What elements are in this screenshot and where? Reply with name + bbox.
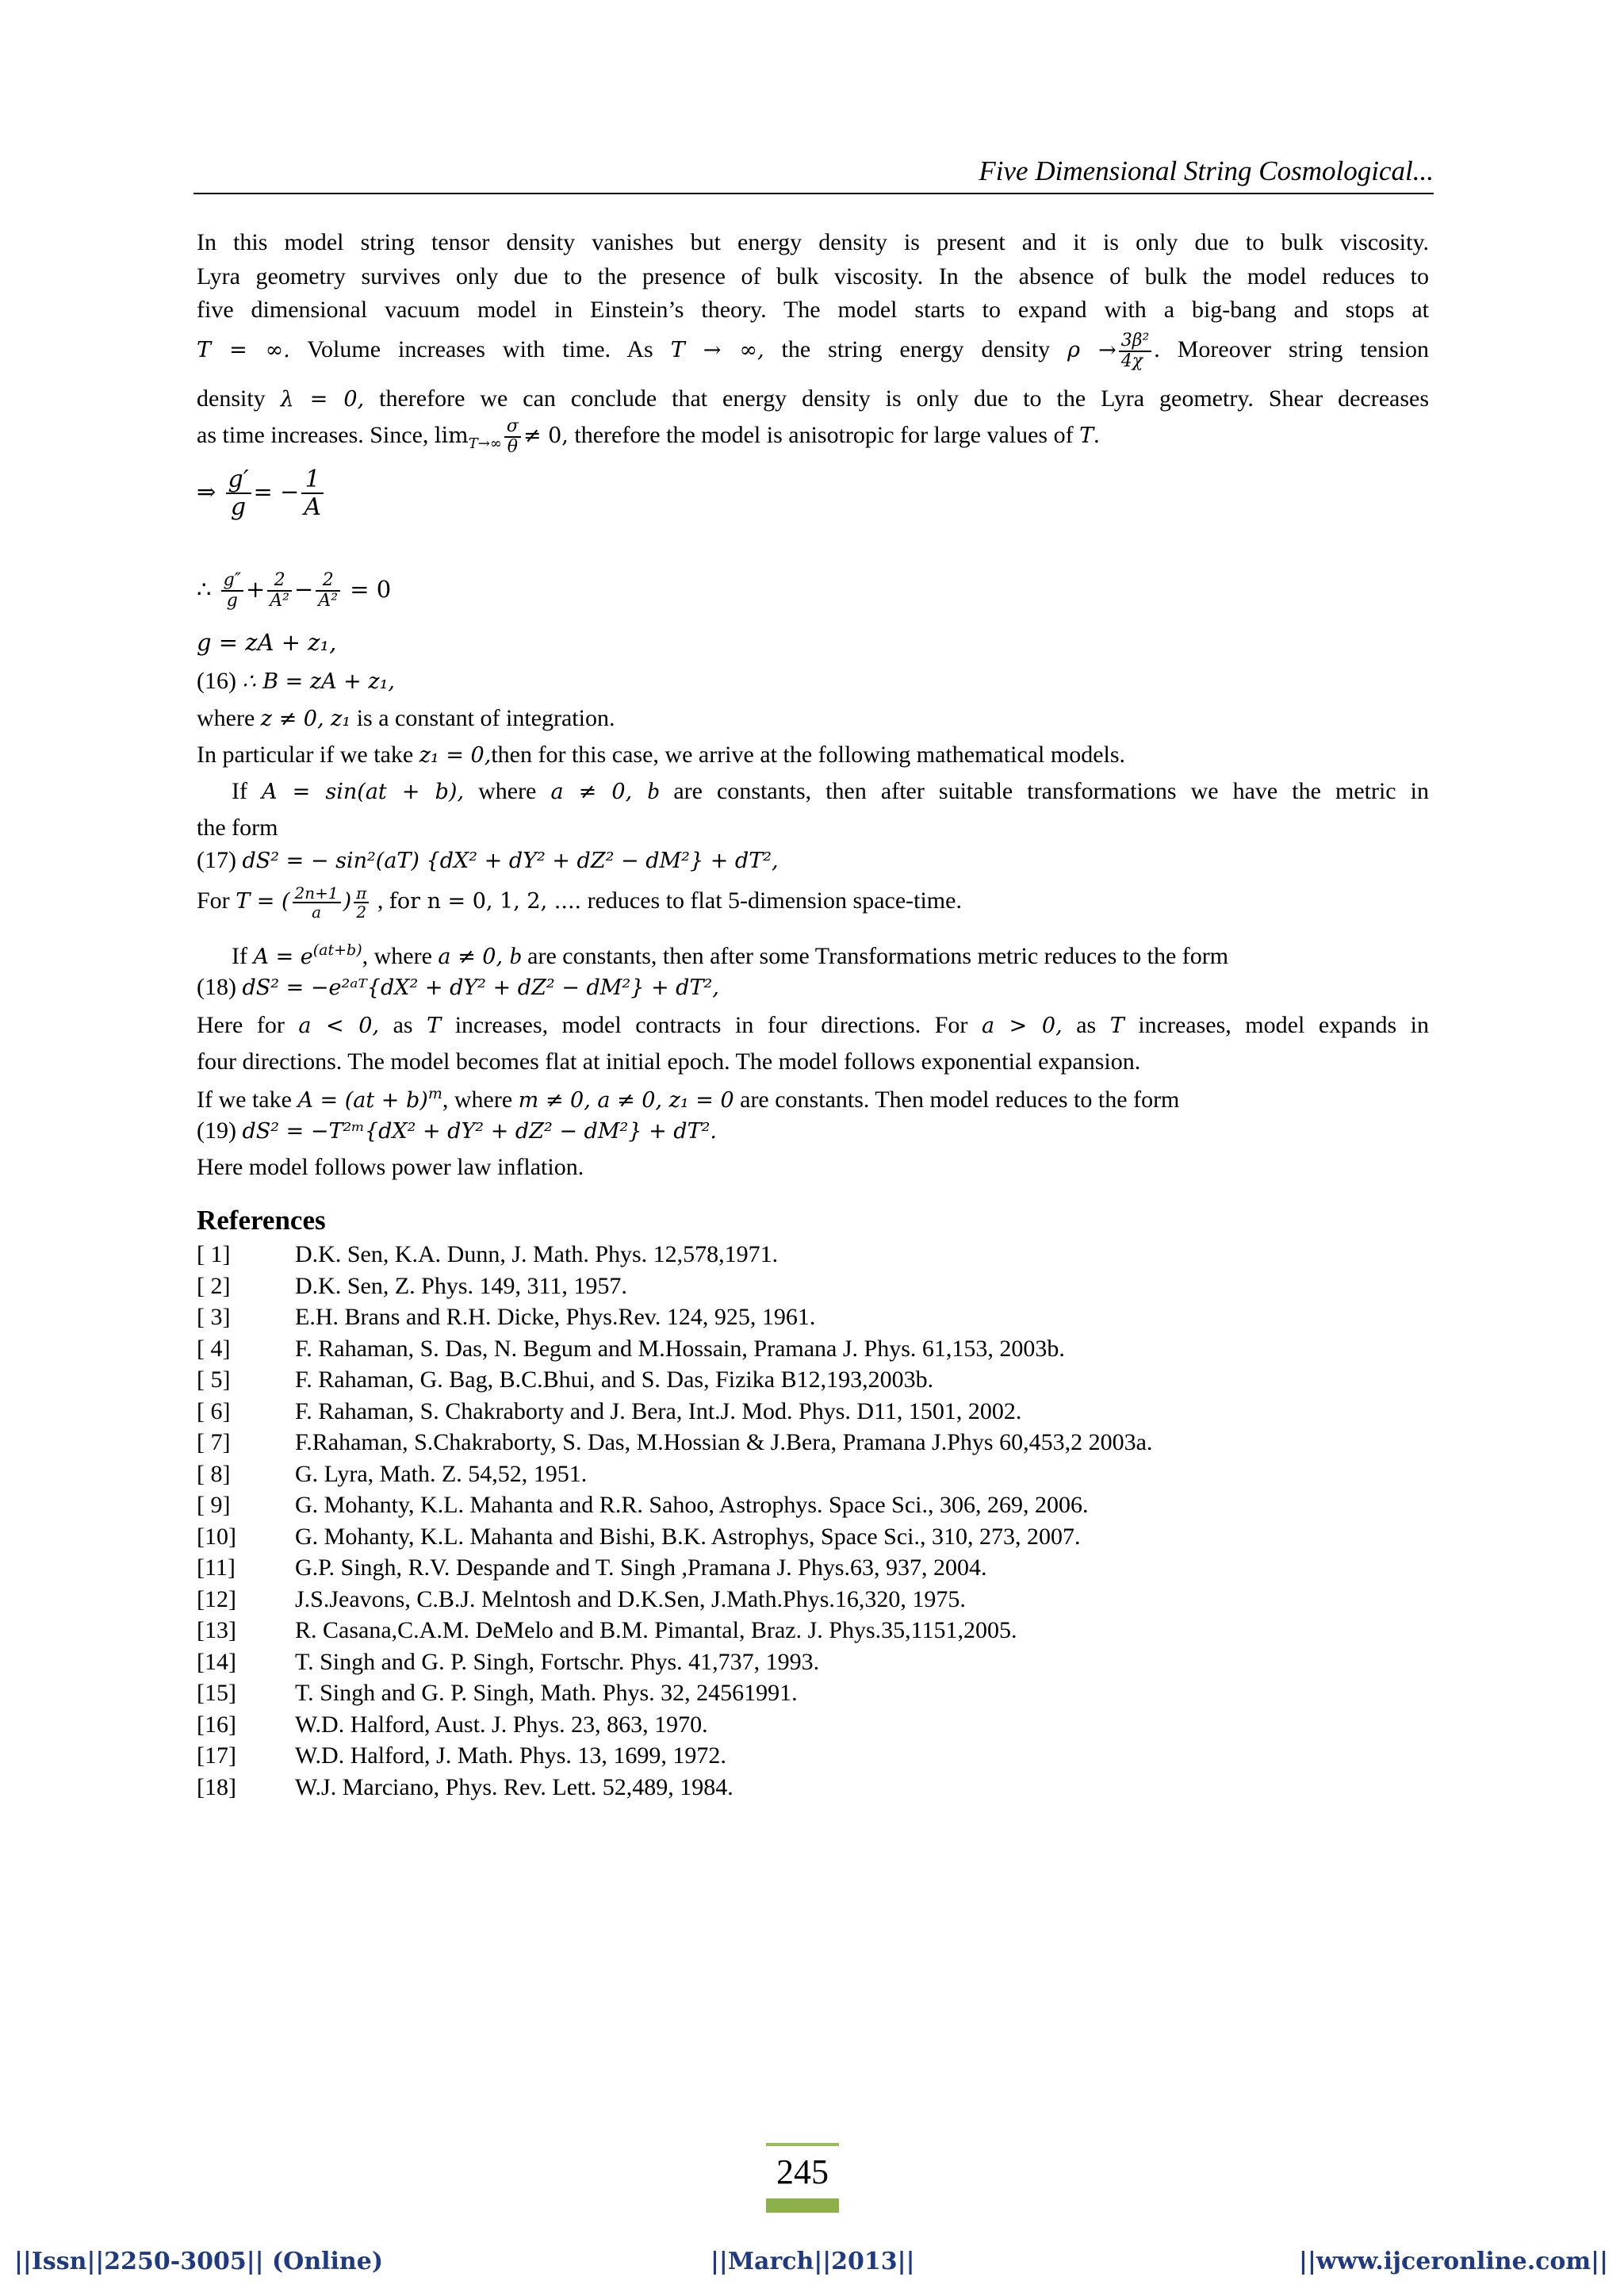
reference-item [197, 1552, 1429, 1584]
fraction-denominator: A² [318, 591, 339, 611]
reference-item [197, 1646, 1429, 1678]
reference-number: [15] [197, 1680, 236, 1706]
math-n-values: for n = 0, 1, 2, .... [389, 889, 582, 914]
for-text3: reduces to flat 5-dimension space-time. [581, 887, 962, 914]
math-lambda-zero: λ = 0, [280, 387, 365, 412]
reference-number: [16] [197, 1711, 236, 1738]
if-power-text3: are constants. Then model reduces to the form [733, 1087, 1180, 1113]
where-text1: where [197, 705, 261, 731]
if-sin-text1: If [232, 778, 262, 804]
equation-18 [197, 969, 1429, 1006]
math-lim-subscript: T→∞ [468, 435, 502, 452]
reference-item [197, 1772, 1429, 1803]
reference-item [197, 1364, 1429, 1396]
equation-number: (16) [197, 668, 243, 694]
fraction-numerator: σ [504, 417, 521, 438]
here-text2: as [379, 1012, 427, 1038]
reference-number: [ 9] [197, 1492, 231, 1518]
para1-line5-text1: density [197, 385, 281, 412]
footer-date: ||March||2013|| [710, 2248, 915, 2275]
page-number: 245 [776, 2152, 829, 2191]
fraction-denominator: a [312, 903, 322, 922]
reference-item [197, 1427, 1429, 1458]
reference-text: G. Lyra, Math. Z. 54,52, 1951. [295, 1460, 588, 1487]
reference-item [197, 1615, 1429, 1646]
here-line [197, 1007, 1429, 1044]
if-sin-text3: are constants, then after suitable transformations we have the metric in [659, 778, 1429, 804]
references-heading: References [197, 1205, 326, 1236]
reference-number: [ 1] [197, 1241, 231, 1267]
reference-text: E.H. Brans and R.H. Dicke, Phys.Rev. 124, 925, 1961. [295, 1304, 816, 1330]
reference-item [197, 1709, 1429, 1741]
math-T: T [1109, 1014, 1124, 1038]
reference-number: [ 8] [197, 1460, 231, 1487]
fraction-2-A2 [267, 571, 292, 611]
fraction-pi-2 [354, 884, 369, 921]
fraction-denominator: A [304, 493, 322, 521]
reference-number: [14] [197, 1648, 236, 1675]
reference-item [197, 1584, 1429, 1616]
math-close-paren: ) [343, 889, 352, 914]
footer-issn: ||Issn||2250-3005|| (Online) [14, 2248, 384, 2275]
reference-number: [17] [197, 1742, 236, 1769]
the-form-line: the form [197, 815, 278, 841]
therefore-symbol: ∴ [197, 576, 212, 604]
equation-17-body: dS² = − sin²(aT) {dX² + dY² + dZ² − dM²} + dT², [242, 849, 779, 873]
for-text1: For [197, 887, 236, 914]
equation-number: (19) [197, 1117, 243, 1144]
here-text4: as [1062, 1012, 1110, 1038]
reference-text: F.Rahaman, S.Chakraborty, S. Das, M.Hossian & J.Bera, Pramana J.Phys 60,453,2 2003a. [295, 1429, 1153, 1455]
math-a-nonzero: a ≠ 0, [438, 945, 510, 969]
reference-text: D.K. Sen, Z. Phys. 149, 311, 1957. [295, 1272, 627, 1299]
reference-item [197, 1740, 1429, 1772]
fraction-denominator: θ [507, 437, 519, 458]
reference-item [197, 1271, 1429, 1302]
math-power-conditions: m ≠ 0, a ≠ 0, z₁ = 0 [518, 1088, 734, 1113]
implies-symbol: ⇒ [197, 478, 216, 505]
para1-line4-text3: . Moreover string tension [1154, 336, 1429, 362]
fraction-numerator: 2n+1 [293, 884, 341, 903]
equation-16 [197, 663, 1429, 700]
math-exp-superscript: (at+b) [312, 941, 362, 959]
math-z-conditions: z ≠ 0, z₁ [260, 707, 351, 731]
particular-line [197, 737, 1429, 773]
fraction-numerator: g″ [221, 571, 243, 592]
reference-item [197, 1301, 1429, 1333]
fraction-gprime-g [226, 466, 251, 520]
para1-line4 [197, 330, 1429, 371]
reference-text: D.K. Sen, K.A. Dunn, J. Math. Phys. 12,578,1971. [295, 1241, 779, 1267]
reference-item [197, 1396, 1429, 1428]
math-not-zero: ≠ 0, [523, 424, 569, 448]
math-a-negative: a < 0, [298, 1014, 380, 1038]
reference-item [197, 1239, 1429, 1271]
fraction-denominator: A² [270, 591, 290, 611]
reference-number: [ 4] [197, 1335, 231, 1362]
fraction-numerator: 1 [301, 466, 324, 494]
here-text3: increases, model contracts in four directions. For [441, 1012, 982, 1038]
reference-text: W.D. Halford, Aust. J. Phys. 23, 863, 1970. [295, 1711, 708, 1738]
reference-number: [10] [197, 1523, 236, 1550]
reference-text: G. Mohanty, K.L. Mahanta and R.R. Sahoo, Astrophys. Space Sci., 306, 269, 2006. [295, 1492, 1089, 1518]
fraction-denominator: g [226, 591, 238, 611]
if-sin-line [197, 773, 1429, 810]
math-power-superscript: m [427, 1085, 442, 1102]
reference-text: F. Rahaman, S. Das, N. Begum and M.Hossain, Pramana J. Phys. 61,153, 2003b. [295, 1335, 1065, 1362]
equation-second-derivative [197, 571, 391, 611]
para1-line1: In this model string tensor density vanishes but energy density is present and it is only due to bulk viscosity. [197, 229, 1429, 255]
fraction-numerator: π [354, 884, 369, 903]
if-sin-text2: where [464, 778, 551, 804]
fraction-numerator: 3β² [1119, 332, 1152, 352]
equation-g-linear: g = zA + z₁, [197, 629, 337, 656]
reference-number: [ 3] [197, 1304, 231, 1330]
reference-text: G. Mohanty, K.L. Mahanta and Bishi, B.K. Astrophys, Space Sci., 310, 273, 2007. [295, 1523, 1081, 1550]
math-b: b [509, 943, 522, 969]
fraction-denominator: 4χ [1120, 351, 1143, 372]
para1-line5 [197, 381, 1429, 417]
equation-g-prime-ratio [197, 466, 326, 520]
equation-17 [197, 842, 1429, 879]
reference-number: [ 2] [197, 1272, 231, 1299]
math-a-nonzero: a ≠ 0, [550, 780, 648, 804]
para1-line6-text1: as time increases. Since, [197, 422, 435, 448]
reference-text: F. Rahaman, G. Bag, B.C.Bhui, and S. Das, Fizika B12,193,2003b. [295, 1366, 934, 1393]
where-line [197, 700, 1429, 737]
particular-text1: In particular if we take [197, 742, 419, 768]
reference-number: [ 5] [197, 1366, 231, 1393]
equation-19 [197, 1113, 1429, 1149]
fraction-3beta2-4chi [1119, 332, 1152, 371]
final-line: Here model follows power law inflation. [197, 1154, 584, 1180]
references-list [197, 1239, 1429, 1803]
math-T: T [427, 1014, 442, 1038]
minus-sign: − [294, 576, 314, 604]
math-A-power: A = (at + b) [297, 1088, 428, 1113]
reference-item [197, 1677, 1429, 1709]
para1-line6 [197, 416, 1429, 464]
para1-line4-text2: the string energy density [764, 336, 1068, 362]
para1-line6-text2: therefore the model is anisotropic for large values of [568, 422, 1080, 448]
reference-text: G.P. Singh, R.V. Despande and T. Singh ,Pramana J. Phys.63, 937, 2004. [295, 1554, 987, 1581]
if-exp-text3: are constants, then after some Transformations metric reduces to the form [521, 943, 1229, 969]
para1-line4-text1: Volume increases with time. As [289, 336, 671, 362]
reference-item [197, 1333, 1429, 1365]
header-rule [193, 193, 1434, 194]
equation-16-body: ∴ B = zA + z₁, [242, 669, 396, 694]
math-t-to-infinity: T → ∞, [670, 338, 764, 362]
where-text2: is a constant of integration. [350, 705, 615, 731]
math-t: T [1079, 424, 1094, 448]
equation-equals-minus: = − [253, 478, 300, 505]
para1-line2: Lyra geometry survives only due to the presence of bulk viscosity. In the absence of bulk the model reduces to [197, 263, 1429, 289]
equation-number: (17) [197, 847, 243, 873]
math-t-infinity: T = ∞. [197, 338, 290, 362]
if-power-text1: If we take [197, 1087, 298, 1113]
reference-text: T. Singh and G. P. Singh, Math. Phys. 32, 24561991. [295, 1680, 798, 1706]
for-T-line [197, 879, 1429, 924]
reference-text: W.D. Halford, J. Math. Phys. 13, 1699, 1972. [295, 1742, 726, 1769]
reference-text: W.J. Marciano, Phys. Rev. Lett. 52,489, 1984. [295, 1773, 733, 1800]
reference-item [197, 1458, 1429, 1490]
plus-sign: + [245, 576, 266, 604]
para1-line5-text2: therefore we can conclude that energy density is only due to the Lyra geometry. Shear decreases [364, 385, 1429, 412]
fraction-sigma-theta [504, 417, 521, 457]
fraction-1-A [301, 466, 324, 520]
equation-18-body: dS² = −e²ᵃᵀ{dX² + dY² + dZ² − dM²} + dT², [242, 976, 719, 1000]
reference-text: T. Singh and G. P. Singh, Fortschr. Phys. 41,737, 1993. [295, 1648, 820, 1675]
reference-item [197, 1489, 1429, 1521]
here-text1: Here for [197, 1012, 299, 1038]
reference-text: J.S.Jeavons, C.B.J. Melntosh and D.K.Sen, J.Math.Phys.16,320, 1975. [295, 1585, 966, 1612]
running-header-title: Five Dimensional String Cosmological... [979, 155, 1434, 186]
reference-number: [ 7] [197, 1429, 231, 1455]
math-T-equals: T = ( [236, 889, 290, 914]
reference-text: R. Casana,C.A.M. DeMelo and B.M. Pimantal, Braz. J. Phys.35,1151,2005. [295, 1617, 1017, 1643]
four-directions-line: four directions. The model becomes flat at initial epoch. The model follows exponential expansion. [197, 1048, 1141, 1075]
fraction-2n1-a [293, 884, 341, 921]
fraction-numerator: g′ [226, 466, 251, 494]
reference-number: [13] [197, 1617, 236, 1643]
math-b: b [647, 778, 660, 804]
equation-19-body: dS² = −T²ᵐ{dX² + dY² + dZ² − dM²} + dT². [242, 1119, 717, 1144]
fraction-numerator: 2 [316, 571, 340, 592]
footer-website: ||www.ijceronline.com|| [1299, 2248, 1608, 2275]
math-a-positive: a > 0, [981, 1014, 1063, 1038]
fraction-numerator: 2 [267, 571, 292, 592]
reference-number: [12] [197, 1585, 236, 1612]
for-text2: , [371, 887, 389, 914]
page-number-box [766, 2143, 839, 2213]
math-A-exp: A = e [253, 945, 313, 969]
fraction-denominator: 2 [356, 903, 367, 922]
page-number-bar-bottom [766, 2198, 839, 2213]
fraction-2-A2 [316, 571, 340, 611]
equals-zero: = 0 [350, 576, 392, 604]
reference-text: F. Rahaman, S. Chakraborty and J. Bera, Int.J. Mod. Phys. D11, 1501, 2002. [295, 1397, 1022, 1424]
para1-line3: five dimensional vacuum model in Einstein’s theory. The model starts to expand with a big-bang and stops at [197, 297, 1429, 323]
math-lim: lim [434, 424, 469, 448]
reference-item [197, 1521, 1429, 1553]
math-z1-zero: z₁ = 0, [419, 743, 492, 768]
math-A-sin: A = sin(at + b), [262, 780, 465, 804]
math-rho-limit: ρ → [1067, 338, 1116, 362]
if-power-text2: , where [442, 1087, 519, 1113]
if-exp-text2: , where [362, 943, 439, 969]
fraction-denominator: g [230, 493, 247, 521]
if-exp-text1: If [232, 943, 254, 969]
particular-text2: then for this case, we arrive at the following mathematical models. [491, 742, 1126, 768]
para1-line6-text3: . [1094, 422, 1100, 448]
reference-number: [ 6] [197, 1397, 231, 1424]
fraction-gdoubleprime-g [221, 571, 243, 611]
reference-number: [11] [197, 1554, 236, 1581]
reference-number: [18] [197, 1773, 236, 1800]
here-text5: increases, model expands in [1124, 1012, 1430, 1038]
equation-number: (18) [197, 974, 243, 1000]
